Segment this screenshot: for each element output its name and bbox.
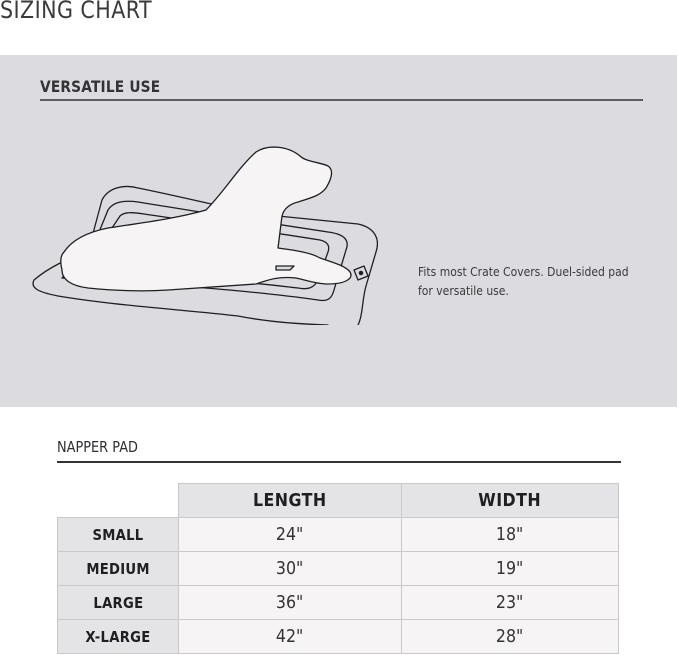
length-value: 42" (276, 626, 304, 647)
column-header-width (402, 484, 619, 518)
versatile-use-description: Fits most Crate Covers. Duel-sided pad for versatile use. (418, 265, 629, 298)
table-row (58, 620, 619, 654)
column-header-width-label: WIDTH (478, 490, 542, 511)
length-cell (179, 518, 402, 552)
length-cell (179, 586, 402, 620)
size-label: LARGE (93, 593, 143, 612)
width-cell (402, 620, 619, 654)
napper-pad-heading: NAPPER PAD (57, 438, 138, 456)
column-header-length-label: LENGTH (253, 490, 327, 511)
size-label: SMALL (92, 525, 144, 544)
length-value: 36" (276, 592, 304, 613)
table-corner-cell (58, 484, 179, 518)
column-header-length (179, 484, 402, 518)
length-value: 30" (276, 558, 304, 579)
napper-pad-divider (57, 461, 621, 463)
versatile-use-heading: VERSATILE USE (40, 77, 161, 96)
width-value: 23" (496, 592, 524, 613)
row-header-size (58, 586, 179, 620)
width-value: 28" (496, 626, 524, 647)
versatile-use-divider (40, 99, 643, 101)
dog-on-pad-illustration (28, 140, 378, 325)
width-cell (402, 552, 619, 586)
width-value: 19" (496, 558, 524, 579)
table-row (58, 518, 619, 552)
row-header-size (58, 518, 179, 552)
row-header-size (58, 552, 179, 586)
size-table (57, 483, 619, 654)
size-label: MEDIUM (86, 559, 150, 578)
width-cell (402, 586, 619, 620)
row-header-size (58, 620, 179, 654)
width-cell (402, 518, 619, 552)
table-row (58, 552, 619, 586)
length-cell (179, 552, 402, 586)
length-value: 24" (276, 524, 304, 545)
length-cell (179, 620, 402, 654)
table-row (58, 586, 619, 620)
table-header-row (58, 484, 619, 518)
width-value: 18" (496, 524, 524, 545)
page-title: SIZING CHART (0, 0, 153, 24)
size-label: X-LARGE (85, 627, 151, 646)
